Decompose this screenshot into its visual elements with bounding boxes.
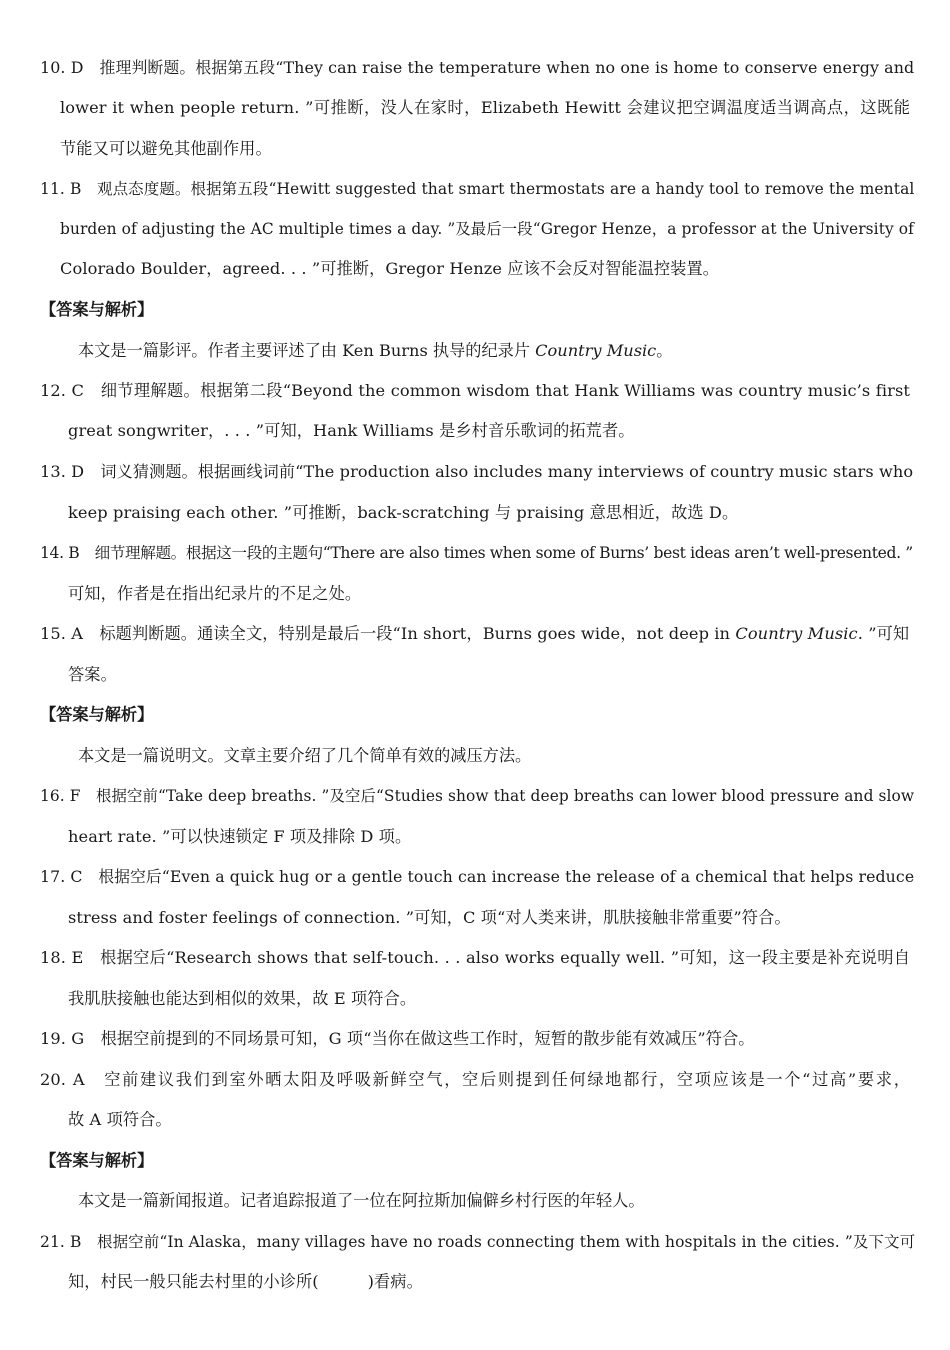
q12-line-1: 12. C 细节理解题。根据第二段“Beyond the common wisdom that Hank Williams was country music’s first (40, 381, 910, 400)
section-heading-3: 【答案与解析】 (40, 705, 154, 724)
section-intro-2: 本文是一篇影评。作者主要评述了由 Ken Burns 执导的纪录片 Country Music。 (78, 341, 673, 360)
q17-line-1: 17. C 根据空后“Even a quick hug or a gentle touch can increase the release of a chemical that helps reduce (40, 867, 915, 886)
q16-line-2: heart rate. ”可以快速锁定 F 项及排除 D 项。 (68, 827, 412, 846)
section-intro-3: 本文是一篇说明文。文章主要介绍了几个简单有效的减压方法。 (78, 746, 532, 765)
q21-line-2: 知，村民一般只能去村里的小诊所( )看病。 (68, 1272, 423, 1291)
q18-line-2: 我肌肤接触也能达到相似的效果，故 E 项符合。 (68, 989, 417, 1008)
q11-line-2: burden of adjusting the AC multiple times a day. ”及最后一段“Gregor Henze，a professor at the University of (60, 220, 914, 238)
section-heading-4: 【答案与解析】 (40, 1151, 154, 1170)
q17-line-2: stress and foster feelings of connection. ”可知，C 项“对人类来讲，肌肤接触非常重要”符合。 (68, 908, 791, 927)
film-title: Country Music (535, 341, 657, 360)
q20-line-1: 20. A 空前建议我们到室外晒太阳及呼吸新鲜空气，空后则提到任何绿地都行，空项应该是一个“过高”要求， (40, 1070, 910, 1089)
q10-line-3: 节能又可以避免其他副作用。 (60, 139, 272, 158)
q14-line-2: 可知，作者是在指出纪录片的不足之处。 (68, 584, 362, 603)
q14-line-1: 14. B 细节理解题。根据这一段的主题句“There are also times when some of Burns’ best ideas aren’t well-presented. ” (40, 544, 913, 562)
q12-line-2: great songwriter，. . . ”可知，Hank Williams 是乡村音乐歌词的拓荒者。 (68, 421, 635, 440)
q13-line-1: 13. D 词义猜测题。根据画线词前“The production also includes many interviews of country music stars who (40, 462, 914, 481)
section-heading-2: 【答案与解析】 (40, 300, 154, 319)
q11-line-1: 11. B 观点态度题。根据第五段“Hewitt suggested that smart thermostats are a handy tool to remove the mental (40, 180, 915, 198)
q15-line-1: 15. A 标题判断题。通读全文，特别是最后一段“In short，Burns goes wide，not deep in Country Music. ”可知 (40, 624, 910, 643)
q11-line-3: Colorado Boulder，agreed. . . ”可推断，Gregor Henze 应该不会反对智能温控装置。 (60, 259, 720, 278)
q10-line-2: lower it when people return. ”可推断，没人在家时，Elizabeth Hewitt 会建议把空调温度适当调高点，这既能 (60, 98, 910, 117)
section-intro-4: 本文是一篇新闻报道。记者追踪报道了一位在阿拉斯加偏僻乡村行医的年轻人。 (78, 1191, 645, 1210)
q15-line-2: 答案。 (68, 665, 117, 684)
q18-line-1: 18. E 根据空后“Research shows that self-touch. . . also works equally well. ”可知，这一段主要是补充说明自 (40, 948, 910, 967)
q13-line-2: keep praising each other. ”可推断，back-scratching 与 praising 意思相近，故选 D。 (68, 503, 739, 522)
q21-line-1: 21. B 根据空前“In Alaska，many villages have no roads connecting them with hospitals in the cities. ”及下文可 (40, 1233, 916, 1251)
q16-line-1: 16. F 根据空前“Take deep breaths. ”及空后“Studies show that deep breaths can lower blood pressure and slow (40, 787, 915, 805)
q10-line-1: 10. D 推理判断题。根据第五段“They can raise the temperature when no one is home to conserve energy and (40, 58, 915, 77)
film-title-inline: Country Music (735, 624, 858, 643)
q20-line-2: 故 A 项符合。 (68, 1110, 172, 1129)
q19-line-1: 19. G 根据空前提到的不同场景可知，G 项“当你在做这些工作时，短暂的散步能有效减压”符合。 (40, 1029, 755, 1048)
